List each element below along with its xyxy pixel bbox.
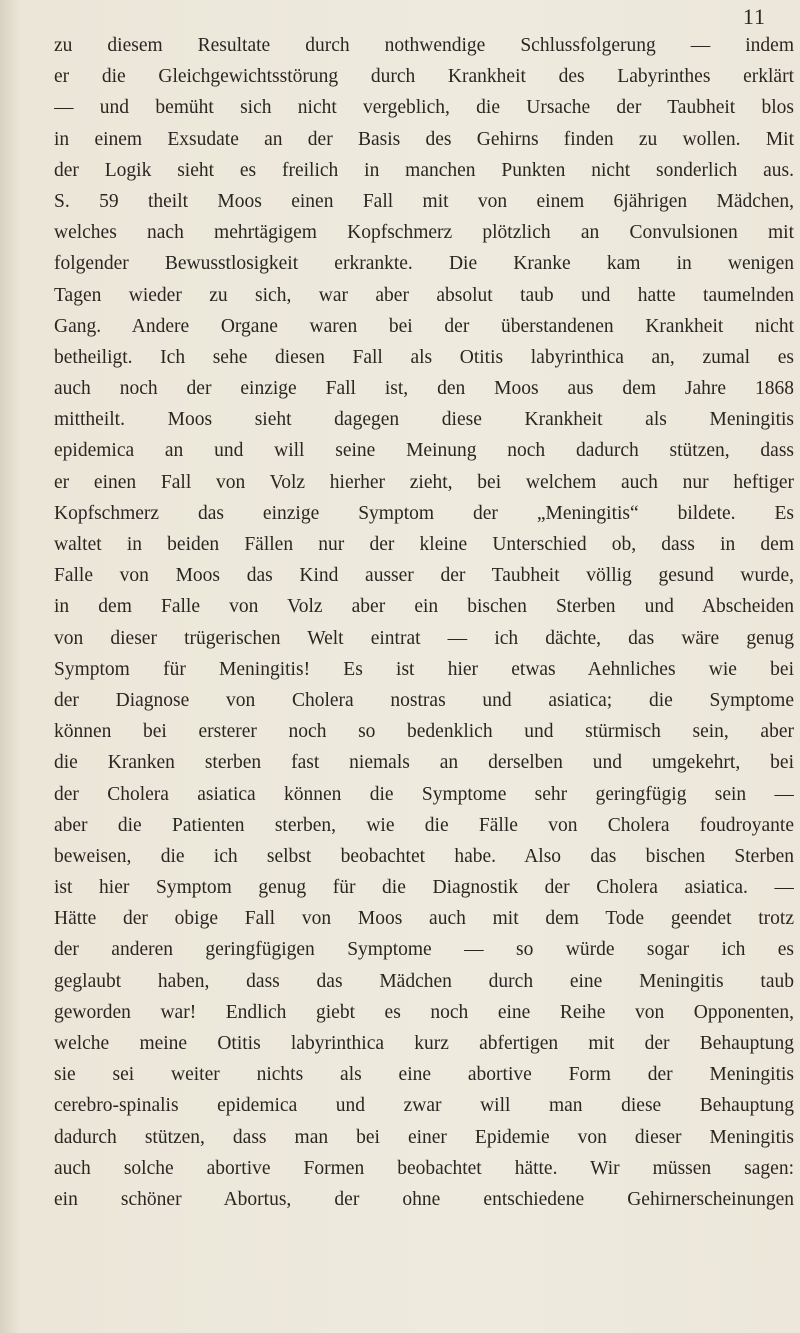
- text-line: Kopfschmerz das einzige Symptom der „Meningitis“ bildete. Es: [54, 502, 794, 524]
- text-line: dadurch stützen, dass man bei einer Epidemie von dieser Meningitis: [54, 1126, 794, 1148]
- text-line: auch noch der einzige Fall ist, den Moos aus dem Jahre 1868: [54, 378, 794, 400]
- text-line: cerebro-spinalis epidemica und zwar will man diese Behauptung: [54, 1095, 794, 1117]
- text-line: ist hier Symptom genug für die Diagnostik der Cholera asiatica. —: [54, 877, 794, 899]
- text-line: der Cholera asiatica können die Symptome sehr geringfügig sein —: [54, 783, 794, 805]
- text-line: die Kranken sterben fast niemals an derselben und umgekehrt, bei: [54, 752, 794, 774]
- text-line: können bei ersterer noch so bedenklich und stürmisch sein, aber: [54, 721, 794, 743]
- text-line: Falle von Moos das Kind ausser der Taubheit völlig gesund wurde,: [54, 565, 794, 587]
- text-line: welche meine Otitis labyrinthica kurz abfertigen mit der Behauptung: [54, 1033, 794, 1054]
- text-line: geglaubt haben, dass das Mädchen durch eine Meningitis taub: [54, 970, 794, 992]
- text-line: geworden war! Endlich giebt es noch eine Reihe von Opponenten,: [54, 1001, 794, 1023]
- text-line: ein schöner Abortus, der ohne entschiedene Gehirnerscheinungen: [54, 1188, 794, 1210]
- body-text: [54, 30, 794, 1215]
- text-line: welches nach mehrtägigem Kopfschmerz plötzlich an Convulsionen mit: [54, 222, 794, 244]
- text-line: der Diagnose von Cholera nostras und asiatica; die Symptome: [54, 689, 794, 711]
- text-line: Hätte der obige Fall von Moos auch mit dem Tode geendet trotz: [54, 908, 794, 930]
- text-line: Gang. Andere Organe waren bei der überstandenen Krankheit nicht: [54, 315, 794, 337]
- text-line: epidemica an und will seine Meinung noch dadurch stützen, dass: [54, 440, 794, 462]
- text-line: zu diesem Resultate durch nothwendige Schlussfolgerung — indem: [54, 35, 794, 56]
- text-line: S. 59 theilt Moos einen Fall mit von einem 6jährigen Mädchen,: [54, 190, 794, 212]
- text-line: sie sei weiter nichts als eine abortive Form der Meningitis: [54, 1064, 794, 1086]
- text-line: Symptom für Meningitis! Es ist hier etwas Aehnliches wie bei: [54, 658, 794, 680]
- text-line: er die Gleichgewichtsstörung durch Krankheit des Labyrinthes erklärt: [54, 66, 794, 88]
- text-line: Tagen wieder zu sich, war aber absolut taub und hatte taumelnden: [54, 284, 794, 306]
- text-line: der Logik sieht es freilich in manchen Punkten nicht sonderlich aus.: [54, 159, 794, 181]
- text-line: mittheilt. Moos sieht dagegen diese Krankheit als Meningitis: [54, 409, 794, 431]
- text-line: beweisen, die ich selbst beobachtet habe. Also das bischen Sterben: [54, 845, 794, 867]
- text-line: betheiligt. Ich sehe diesen Fall als Otitis labyrinthica an, zumal es: [54, 346, 794, 368]
- text-line: in dem Falle von Volz aber ein bischen Sterben und Abscheiden: [54, 596, 794, 618]
- text-line: aber die Patienten sterben, wie die Fälle von Cholera foudroyante: [54, 814, 794, 836]
- text-line: in einem Exsudate an der Basis des Gehirns finden zu wollen. Mit: [54, 128, 794, 150]
- text-line: von dieser trügerischen Welt eintrat — ich dächte, das wäre genug: [54, 627, 794, 649]
- text-line: — und bemüht sich nicht vergeblich, die Ursache der Taubheit blos: [54, 97, 794, 119]
- text-line: er einen Fall von Volz hierher zieht, bei welchem auch nur heftiger: [54, 471, 794, 493]
- text-line: waltet in beiden Fällen nur der kleine Unterschied ob, dass in dem: [54, 534, 794, 555]
- page-number: 11: [742, 4, 766, 29]
- text-line: folgender Bewusstlosigkeit erkrankte. Die Kranke kam in wenigen: [54, 253, 794, 275]
- text-line: der anderen geringfügigen Symptome — so würde sogar ich es: [54, 939, 794, 961]
- text-line: auch solche abortive Formen beobachtet hätte. Wir müssen sagen:: [54, 1157, 794, 1179]
